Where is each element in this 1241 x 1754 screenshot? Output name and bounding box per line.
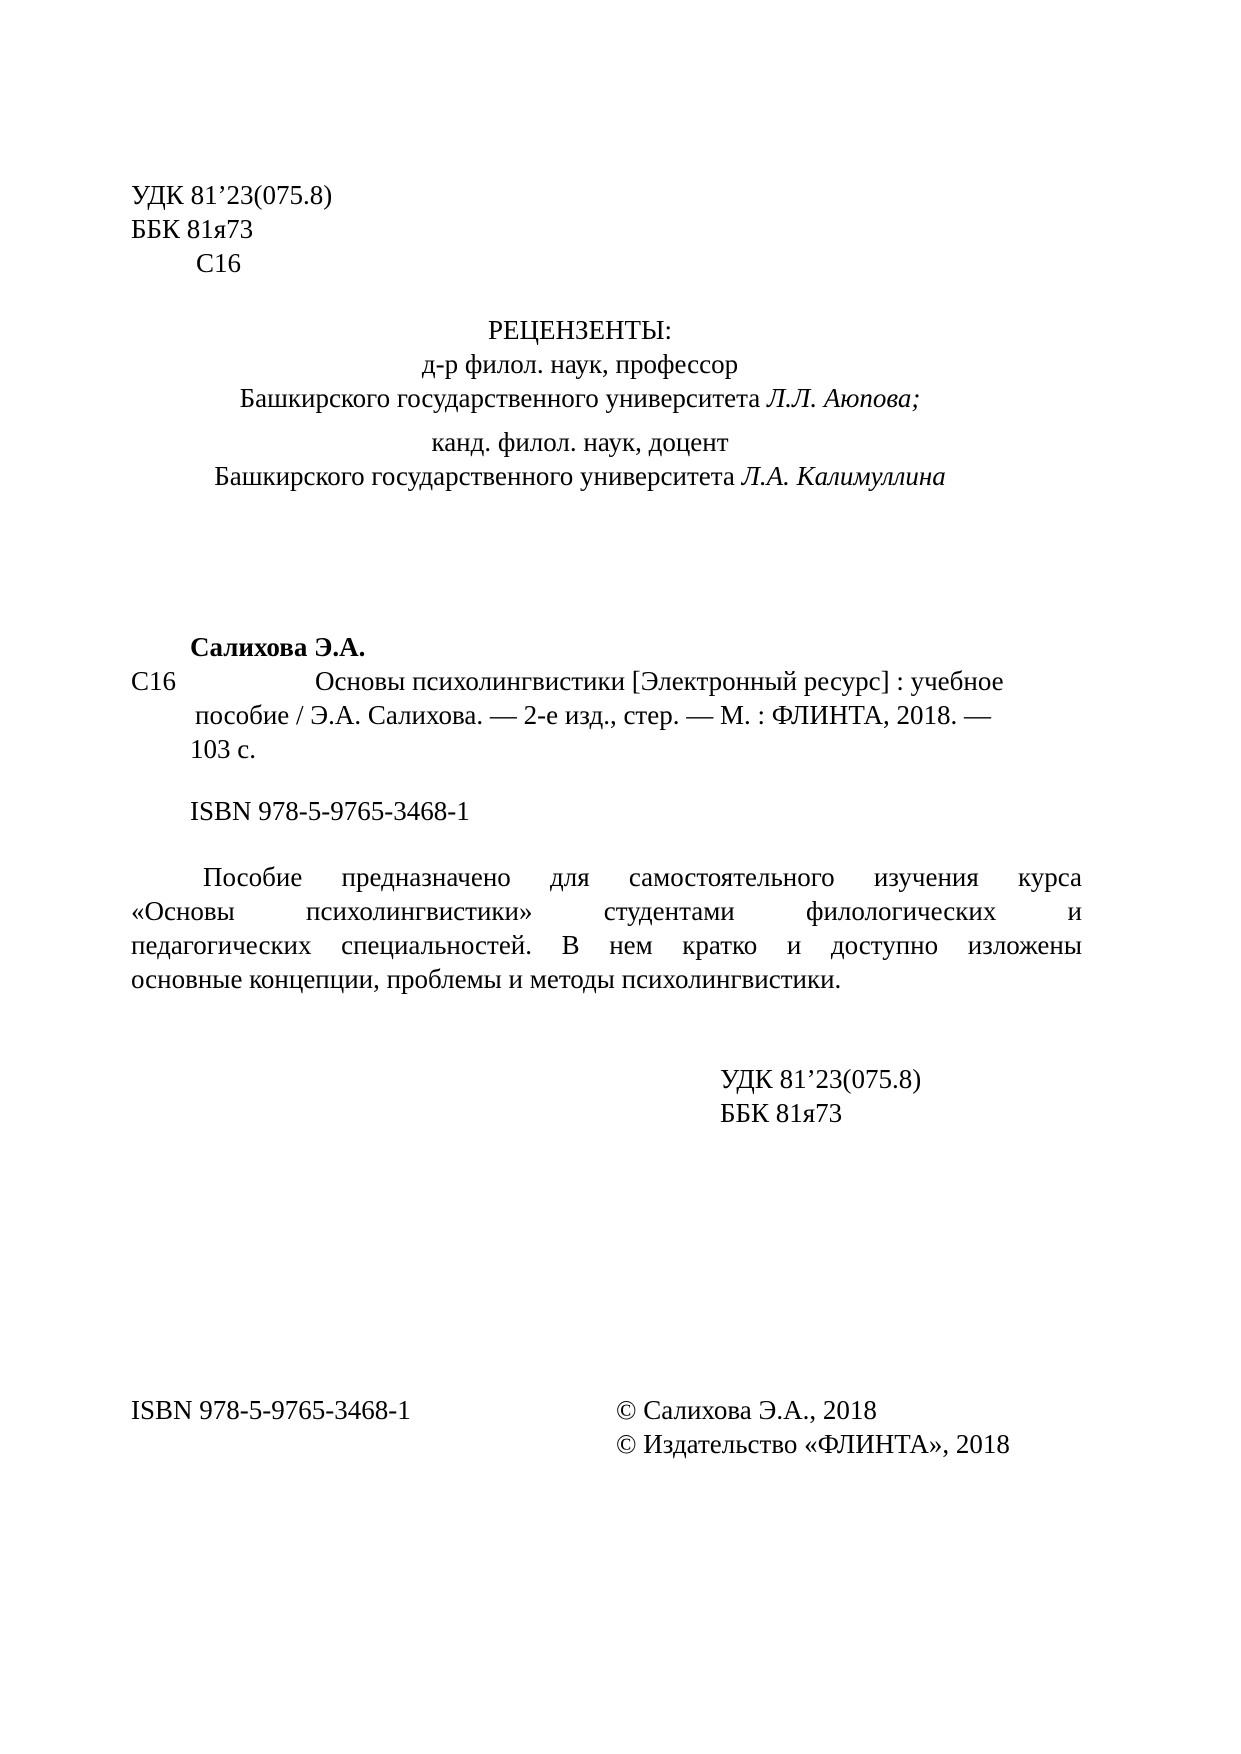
record-author: Салихова Э.А.: [190, 632, 366, 662]
author-mark: С16: [196, 248, 242, 278]
record-isbn: ISBN 978-5-9765-3468-1: [190, 796, 470, 826]
record-line2: пособие / Э.А. Салихова. — 2-е изд., стер. — М. : ФЛИНТА, 2018. —: [195, 700, 991, 730]
footer-udk-code: УДК 81’23(075.8): [720, 1064, 922, 1094]
copyright-author: © Салихова Э.А., 2018: [616, 1395, 877, 1425]
reviewer2-affiliation: Башкирского государственного университета: [214, 461, 735, 491]
footer-bbk-code: ББК 81я73: [720, 1098, 843, 1128]
bbk-code: ББК 81я73: [131, 214, 254, 244]
reviewer2-line: [0, 459, 1160, 493]
reviewer1-affiliation: Башкирского государственного университета: [239, 383, 761, 413]
udk-code: УДК 81’23(075.8): [131, 180, 333, 210]
imprint-isbn: ISBN 978-5-9765-3468-1: [131, 1395, 411, 1425]
annotation-line-1: Пособие предназначено для самостоятельного изучения курса: [203, 862, 1082, 892]
copyright-publisher: © Издательство «ФЛИНТА», 2018: [616, 1429, 1010, 1459]
reviewer1-name: Л.Л. Аюпова;: [767, 383, 921, 413]
record-mark: С16: [131, 666, 177, 696]
annotation-line-3: педагогических специальностей. В нем кратко и доступно изложены: [131, 930, 1082, 960]
reviewers-heading: РЕЦЕНЗЕНТЫ:: [487, 315, 673, 345]
annotation-line-4: основные концепции, проблемы и методы психолингвистики.: [131, 964, 842, 994]
record-line1: Основы психолингвистики [Электронный ресурс] : учебное: [315, 666, 1004, 696]
annotation-line-2: «Основы психолингвистики» студентами филологических и: [131, 896, 1082, 926]
reviewer1-line: [0, 381, 1160, 415]
record-line3: 103 с.: [190, 734, 256, 764]
reviewer1-title: д-р филол. наук, профессор: [421, 349, 739, 379]
reviewer2-name: Л.А. Калимуллина: [741, 461, 946, 491]
reviewer2-title: канд. филол. наук, доцент: [431, 427, 729, 457]
